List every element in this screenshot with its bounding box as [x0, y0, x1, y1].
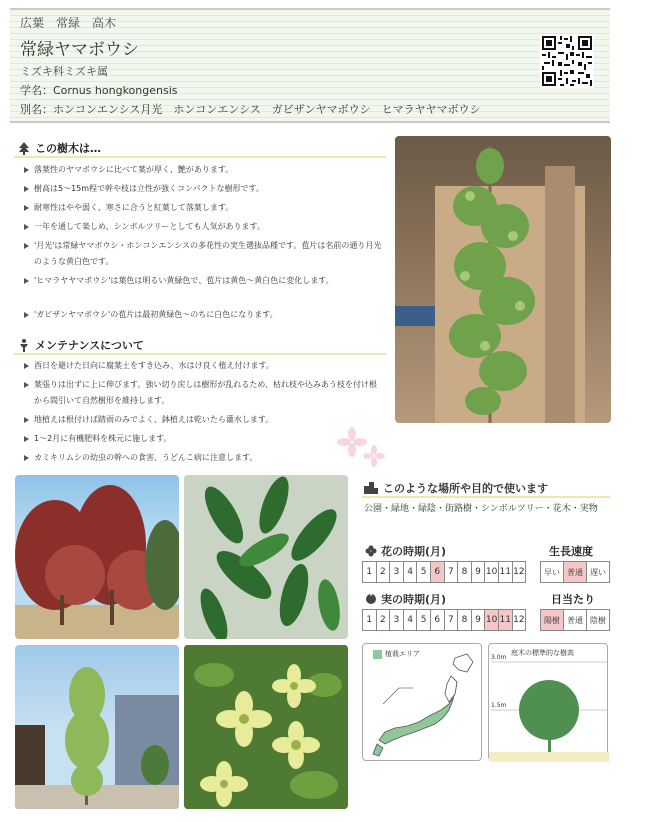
standard-height-chart — [488, 643, 608, 761]
about-heading-text: この樹木は… — [35, 142, 101, 155]
usage-heading — [364, 480, 548, 496]
about-heading — [18, 140, 101, 156]
about-item: 'ガビザンヤマボウシ'の苞片は最初黄緑色～のちに白色になります。 — [22, 307, 384, 323]
planting-area-map — [362, 643, 482, 761]
fruit-month-cell: 6 — [430, 609, 445, 631]
page-title: 常緑ヤマボウシ — [20, 40, 139, 60]
maintenance-item: 1～2月に有機肥料を株元に施します。 — [22, 431, 384, 447]
maintenance-item: 地植えは根付けば踏雨のみでよく、鉢植えは乾いたら灌水します。 — [22, 412, 384, 428]
tree-icon — [18, 142, 30, 155]
flower-month-cell: 1 — [362, 561, 377, 583]
garden-tree-photo — [15, 645, 179, 809]
sunlight-option-cell: 陰樹 — [586, 609, 610, 631]
about-rule — [14, 156, 386, 158]
family-name: ミズキ科ミズキ属 — [20, 65, 108, 78]
sunlight-label: 日当たり — [551, 593, 595, 606]
flower-month-cell: 5 — [416, 561, 431, 583]
growth-option-cell: 普通 — [563, 561, 587, 583]
about-item: 樹高は5～15m程で幹や枝は立性が強くコンパクトな樹形です。 — [22, 181, 384, 197]
fruit-month-calendar — [362, 609, 525, 631]
about-item: 落葉性のヤマボウシに比べて葉が厚く、艶があります。 — [22, 162, 384, 178]
usage-rule — [362, 496, 610, 498]
japan-map-icon — [363, 644, 483, 762]
fruit-month-cell: 1 — [362, 609, 377, 631]
fruit-month-cell: 3 — [389, 609, 404, 631]
scientific-name: 学名：Cornus hongkongensis — [20, 84, 178, 97]
flower-month-cell: 3 — [389, 561, 404, 583]
alias-names: 別名：ホンコンエンシス月光 ホンコンエンシス ガビザンヤマボウシ ヒマラヤヤマボウシ — [20, 103, 481, 116]
maintenance-item: カミキリムシの幼虫の幹への食害、うどんこ病に注意します。 — [22, 450, 384, 466]
flower-month-cell: 10 — [484, 561, 499, 583]
fruit-month-cell: 11 — [498, 609, 513, 631]
usage-text: 公園・緑地・緑陰・街路樹・シンボルツリー・花木・実物 — [364, 504, 598, 514]
flower-month-cell: 9 — [471, 561, 486, 583]
fruit-icon — [365, 593, 377, 605]
flower-month-cell: 6 — [430, 561, 445, 583]
about-item: 'ヒマラヤヤマボウシ'は葉色は明るい黄緑色で、苞片は黄色～黄白色に変化します。 — [22, 273, 384, 289]
fruit-month-cell: 12 — [512, 609, 527, 631]
fruit-month-cell: 8 — [457, 609, 472, 631]
main-tree-photo — [395, 136, 611, 423]
fruit-month-cell: 9 — [471, 609, 486, 631]
maintenance-heading-text: メンテナンスについて — [35, 339, 144, 352]
gardener-icon — [18, 339, 30, 352]
fruit-month-cell: 2 — [376, 609, 391, 631]
about-item: 耐寒性はやや弱く、寒さに合うと紅葉して落葉します。 — [22, 200, 384, 216]
flower-closeup-photo — [184, 645, 348, 809]
growth-option-cell: 早い — [540, 561, 564, 583]
fruit-month-cell: 10 — [484, 609, 499, 631]
sunlight-option-cell: 普通 — [563, 609, 587, 631]
flower-month-cell: 8 — [457, 561, 472, 583]
flower-month-cell: 2 — [376, 561, 391, 583]
fruit-month-cell: 7 — [444, 609, 459, 631]
growth-rate-scale — [540, 561, 609, 583]
flower-month-cell: 12 — [512, 561, 527, 583]
fruit-month-cell: 4 — [403, 609, 418, 631]
usage-heading-text: このような場所や目的で使います — [383, 482, 548, 495]
maintenance-item: 葉張りは出ずに上に伸びます。強い切り戻しは樹形が乱れるため、枯れ枝や込みあう枝を付け根から間引いて自然樹形を維持します。 — [22, 377, 384, 409]
sunlight-scale — [540, 609, 609, 631]
flower-period-label — [365, 543, 446, 559]
maintenance-heading — [18, 337, 144, 353]
building-icon — [364, 482, 378, 494]
fruit-period-text: 実の時期(月) — [381, 593, 447, 606]
flower-month-cell: 11 — [498, 561, 513, 583]
autumn-tree-photo — [15, 475, 179, 639]
growth-option-cell: 遅い — [586, 561, 610, 583]
about-item: '月光'は常緑ヤマボウシ・ホンコンエンシスの多花性の実生選抜品種です。苞片は名前の通り月光のような黄白色です。 — [22, 238, 384, 270]
qr-code-icon[interactable] — [540, 34, 594, 88]
fruit-month-cell: 5 — [416, 609, 431, 631]
leaf-closeup-photo — [184, 475, 348, 639]
flower-decoration-icon — [336, 426, 388, 470]
growth-rate-label: 生長速度 — [549, 545, 593, 558]
flower-icon — [365, 545, 377, 557]
flower-month-cell: 4 — [403, 561, 418, 583]
sunlight-option-cell: 陽樹 — [540, 609, 564, 631]
map-legend-text: 植栽エリア — [385, 650, 420, 658]
flower-month-cell: 7 — [444, 561, 459, 583]
about-item: 一年を通して楽しめ、シンボルツリーとしても人気があります。 — [22, 219, 384, 235]
flower-period-text: 花の時期(月) — [381, 545, 447, 558]
height-mid-label: 1.5m — [491, 702, 507, 709]
maintenance-rule — [14, 353, 386, 355]
tree-category: 広葉 常緑 高木 — [20, 16, 117, 30]
tree-silhouette-icon — [489, 644, 609, 762]
flower-month-calendar — [362, 561, 525, 583]
height-top-label: 3.0m — [491, 654, 507, 661]
height-title: 庭木の標準的な樹高 — [511, 649, 574, 657]
fruit-period-label — [365, 591, 446, 607]
maintenance-item: 西日を避けた日向に腐葉土をすき込み、水はけ良く植え付けます。 — [22, 358, 384, 374]
header-banner — [10, 8, 610, 123]
